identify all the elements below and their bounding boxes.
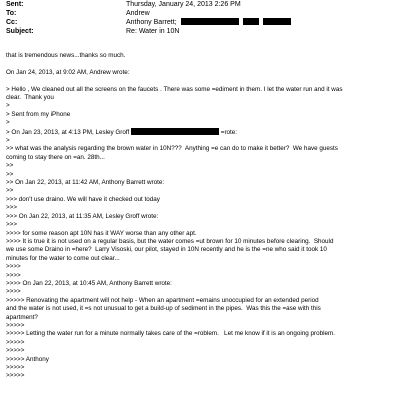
redaction-block xyxy=(243,18,259,25)
body-line: > xyxy=(6,102,10,110)
redaction-block xyxy=(181,18,239,25)
body-line: clear. Thank you xyxy=(6,94,54,101)
body-line xyxy=(6,128,398,137)
body-line: >>>>> xyxy=(6,321,25,329)
body-line: > xyxy=(6,137,10,145)
body-line: >>> xyxy=(6,204,18,212)
body-line: that is tremendous news...thanks so much. xyxy=(6,52,126,59)
quoted-from: > On Jan 23, 2013, at 4:13 PM, Lesley Groff xyxy=(6,128,132,136)
body-line: >>>>> Anthony xyxy=(6,355,49,363)
body-line: > xyxy=(6,119,10,127)
body-line: >>>>> xyxy=(6,372,25,380)
body-line: >>>>> Renovating the apartment will not help - When an apartment =emains unoccupied for an extended period xyxy=(6,296,319,304)
body-line: >> xyxy=(6,162,14,170)
body-line: >>> xyxy=(6,221,18,229)
body-line: >>>>> xyxy=(6,347,25,355)
subject-value: Re: Water in 10N xyxy=(126,28,180,35)
redaction-block xyxy=(263,18,291,25)
to-label: To: xyxy=(6,10,17,17)
body-line: >> xyxy=(6,170,14,178)
sent-label: Sent: xyxy=(6,1,24,8)
body-line: >>>> On Jan 22, 2013, at 10:45 AM, Anthony Barrett wrote: xyxy=(6,279,172,287)
body-line: >>> don't use draino. We will have it checked out today xyxy=(6,195,160,203)
body-line: we use some Draino in =here? Larry Visoski, our pilot, stayed in 10N recently and he is the =ne who said it took 10 xyxy=(6,246,327,254)
cc-label: Cc: xyxy=(6,19,18,26)
body-line: >> xyxy=(6,187,14,195)
body-line: >>>>> xyxy=(6,364,25,371)
body-line: >>>> xyxy=(6,288,21,296)
body-line: >>>>> Letting the water run for a minute normally takes care of the =roblem. Let me know if it is an ongoing problem. xyxy=(6,330,336,338)
body-line: >>>>> xyxy=(6,338,25,346)
body-line: minutes for the water to come out clear... xyxy=(6,254,120,262)
subject-label: Subject: xyxy=(6,28,34,35)
body-line: >>> On Jan 22, 2013, at 11:35 AM, Lesley Groff wrote: xyxy=(6,212,159,220)
body-line: > Sent from my iPhone xyxy=(6,110,71,118)
cc-value-wrap xyxy=(126,18,291,27)
body-line: >>>> xyxy=(6,263,21,271)
body-line: >> what was the analysis regarding the brown water in 10N??? Anything =e can do to make it better? We have guests xyxy=(6,145,338,153)
quoted-from-suffix: =rote: xyxy=(219,128,238,136)
body-line: apartment? xyxy=(6,313,38,321)
body-line: On Jan 24, 2013, at 9:02 AM, Andrew wrote: xyxy=(6,68,130,76)
to-value: Andrew xyxy=(126,10,150,17)
body-line: > Hello , We cleaned out all the screens on the faucets . There was some =ediment in them. I let the water run and it was xyxy=(6,85,343,93)
body-line: >> On Jan 22, 2013, at 11:42 AM, Anthony Barrett wrote: xyxy=(6,179,165,187)
body-line: >>>> xyxy=(6,271,21,279)
body-line: >>>> It is true it is not used on a regular basis, but the water comes =ut brown for 10 minutes before clearing. Should xyxy=(6,237,334,245)
sent-value: Thursday, January 24, 2013 2:26 PM xyxy=(126,1,241,8)
body-line: and the water is not used, it =s not unusual to get a build-up of sediment in the pipes. Was this the =ase with this xyxy=(6,305,321,313)
cc-value: Anthony Barrett; xyxy=(126,19,177,26)
body-line: >>>> for some reason apt 10N has it WAY worse than any other apt. xyxy=(6,229,197,237)
email-body xyxy=(6,52,398,381)
redaction-block xyxy=(131,128,219,135)
body-line: coming to stay there on =an. 28th... xyxy=(6,153,105,161)
